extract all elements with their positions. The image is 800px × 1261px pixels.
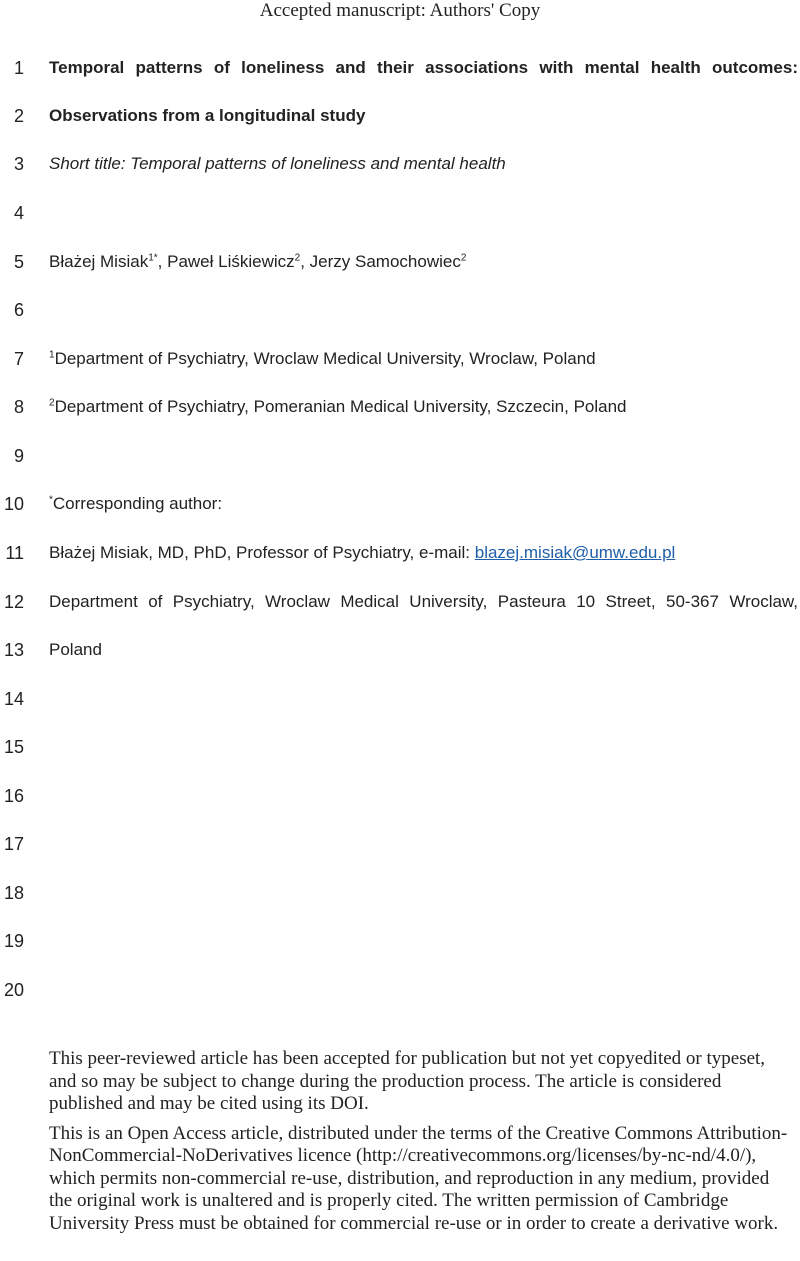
short-title: Short title: Temporal patterns of loneliness and mental health xyxy=(49,154,506,173)
line-number: 1 xyxy=(13,58,24,78)
email-link[interactable]: blazej.misiak@umw.edu.pl xyxy=(474,543,676,562)
affiliation-text: Department of Psychiatry, Wroclaw Medical University, Wroclaw, Poland xyxy=(54,349,596,368)
corresponding-mark: * xyxy=(49,494,53,506)
corresponding-person xyxy=(49,538,798,568)
line-number: 6 xyxy=(13,300,24,320)
line-number: 2 xyxy=(13,106,24,126)
line-number: 13 xyxy=(3,640,24,660)
line-number: 4 xyxy=(13,203,24,223)
author-separator: , xyxy=(157,252,168,271)
author-name: Paweł Liśkiewicz xyxy=(167,252,295,271)
line-number: 5 xyxy=(13,252,24,272)
line-number: 18 xyxy=(3,883,24,903)
line-number: 11 xyxy=(5,543,24,563)
affiliation-text: Department of Psychiatry, Pomeranian Medical University, Szczecin, Poland xyxy=(54,397,627,416)
publication-notice xyxy=(49,1048,797,1235)
line-number: 20 xyxy=(3,980,24,1000)
line-number: 9 xyxy=(13,446,24,466)
affiliation-mark: 1 xyxy=(49,349,55,361)
author-name: Jerzy Samochowiec xyxy=(309,252,461,271)
line-number: 8 xyxy=(13,397,24,417)
acceptance-notice: This peer-reviewed article has been accepted for publication but not yet copyedited or typeset, and so may be subject to change during the production process. The article is considered published and may be cited using its DOI. xyxy=(49,1048,766,1114)
author-list xyxy=(49,247,798,277)
license-notice: This is an Open Access article, distributed under the terms of the Creative Commons Attribution-NonCommercial-NoDerivatives licence (http://creativecommons.org/licenses/by-nc-nd/4.0/), which permits non-commercial re-use, distribution, and reproduction in any medium, provided the original work is unaltered and is properly cited. The written permission of Cambridge University Press must be obtained for commercial re-use or in order to create a derivative work. xyxy=(49,1122,788,1234)
affiliation-1 xyxy=(49,344,798,374)
author-separator: , xyxy=(300,252,310,271)
line-number: 19 xyxy=(3,931,24,951)
line-number: 12 xyxy=(3,592,24,612)
corresponding-person-text: Błażej Misiak, MD, PhD, Professor of Psychiatry, e-mail: xyxy=(49,543,475,562)
author-affiliation-mark: 2 xyxy=(460,252,467,264)
title-line-1: Temporal patterns of loneliness and their associations with mental health outcomes: xyxy=(49,58,798,77)
line-number: 15 xyxy=(3,737,24,757)
line-number: 17 xyxy=(3,834,24,854)
line-number: 3 xyxy=(13,154,24,174)
title-line-2: Observations from a longitudinal study xyxy=(49,106,366,125)
author-affiliation-mark: 2 xyxy=(294,252,301,264)
page-header: Accepted manuscript: Authors' Copy xyxy=(259,0,541,21)
address-line-1: Department of Psychiatry, Wroclaw Medical University, Pasteura 10 Street, 50-367 Wroclaw, xyxy=(49,592,798,611)
corresponding-label-text: Corresponding author: xyxy=(52,494,223,513)
line-number: 14 xyxy=(3,689,24,709)
corresponding-label xyxy=(49,489,798,519)
line-number: 10 xyxy=(3,494,24,514)
address-line-2: Poland xyxy=(49,640,102,659)
line-number: 7 xyxy=(13,349,24,369)
affiliation-mark: 2 xyxy=(49,397,55,409)
author-name: Błażej Misiak xyxy=(49,252,149,271)
affiliation-2 xyxy=(49,392,798,422)
author-affiliation-mark: 1* xyxy=(148,252,158,264)
line-number: 16 xyxy=(3,786,24,806)
